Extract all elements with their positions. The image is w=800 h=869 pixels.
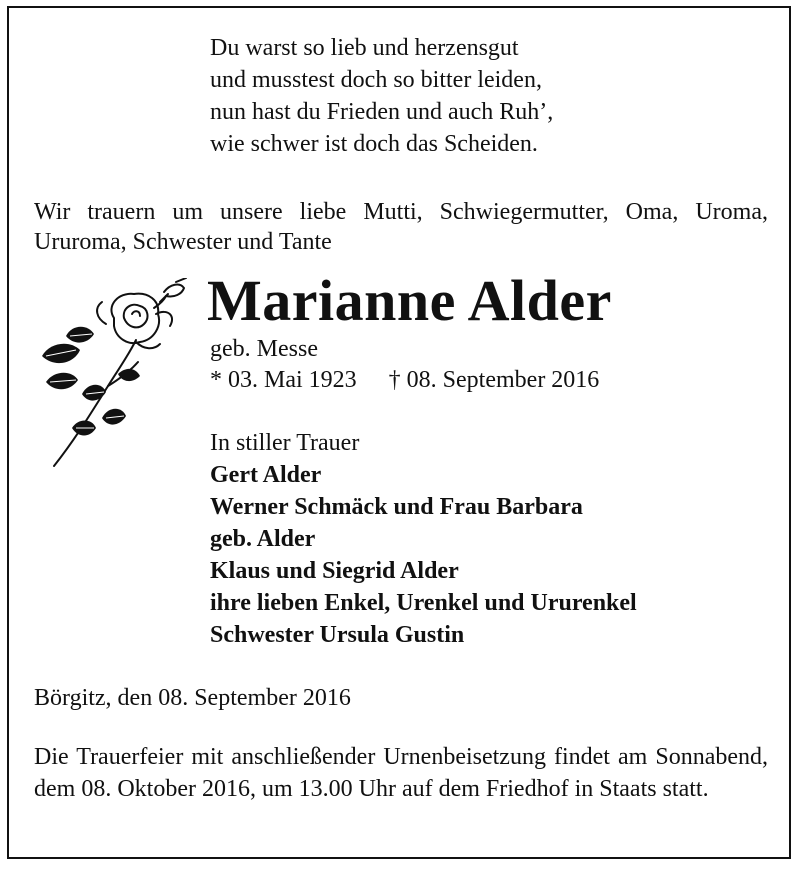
poem bbox=[210, 32, 553, 160]
poem-line: Du warst so lieb und herzensgut bbox=[210, 35, 519, 61]
mourner: Schwester Ursula Gustin bbox=[210, 622, 465, 648]
mourner: geb. Alder bbox=[210, 526, 316, 552]
poem-line: wie schwer ist doch das Scheiden. bbox=[210, 131, 538, 157]
mourner: Werner Schmäck und Frau Barbara bbox=[210, 494, 583, 520]
life-dates bbox=[210, 366, 599, 394]
birth-date: * 03. Mai 1923 bbox=[210, 367, 357, 393]
poem-line: und musstest doch so bitter leiden, bbox=[210, 67, 542, 93]
rose-icon bbox=[36, 278, 194, 468]
mourner: Gert Alder bbox=[210, 462, 322, 488]
mourners-list bbox=[210, 427, 637, 651]
mourner: ihre lieben Enkel, Urenkel und Ururenkel bbox=[210, 590, 637, 616]
place-date: Börgitz, den 08. September 2016 bbox=[34, 685, 351, 711]
intro-text: Wir trauern um unsere liebe Mutti, Schwiegermutter, Oma, Uroma, Ururoma, Schwester und Tante bbox=[34, 199, 768, 255]
funeral-notice: Die Trauerfeier mit anschließender Urnenbeisetzung findet am Sonnabend, dem 08. Oktober 2016, um 13.00 Uhr auf dem Friedhof in Staats statt. bbox=[34, 744, 768, 802]
deceased-name: Marianne Alder bbox=[207, 268, 612, 333]
mourners-heading: In stiller Trauer bbox=[210, 430, 360, 456]
death-date: † 08. September 2016 bbox=[388, 367, 600, 393]
mourner: Klaus und Siegrid Alder bbox=[210, 558, 459, 584]
poem-line: nun hast du Frieden und auch Ruh’, bbox=[210, 99, 554, 125]
maiden-name: geb. Messe bbox=[210, 336, 318, 362]
